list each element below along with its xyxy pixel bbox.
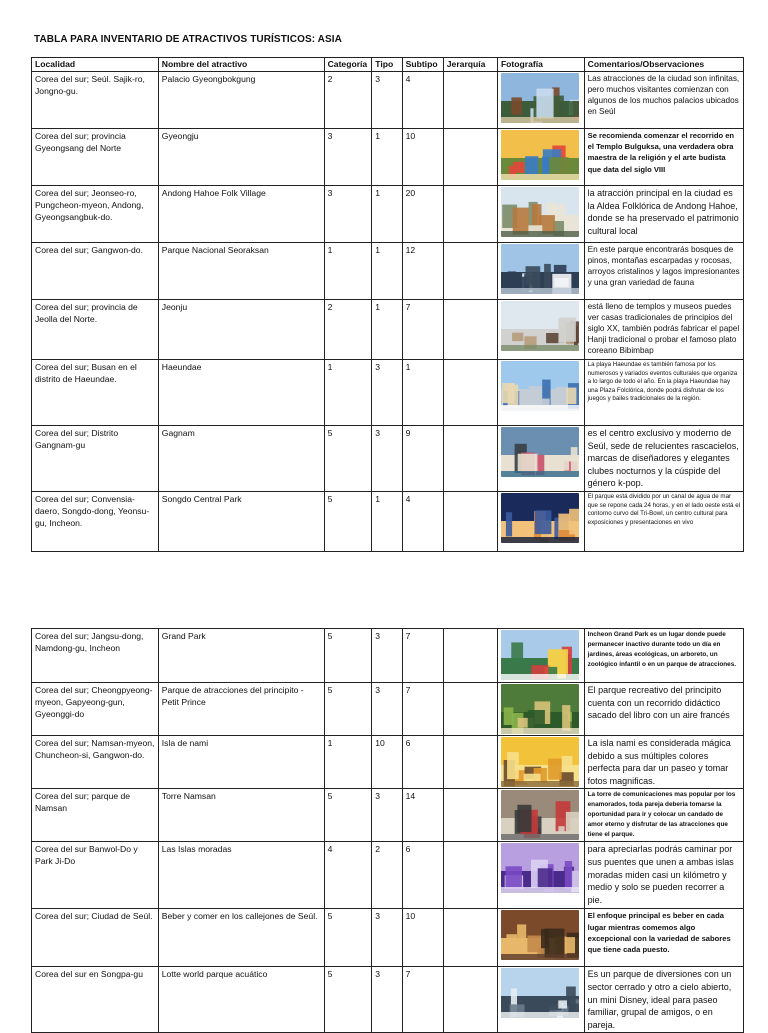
table-row [32, 491, 744, 551]
cell-subtipo: 7 [402, 967, 443, 1033]
cell-nombre: Torre Namsan [158, 789, 324, 842]
cell-comentarios [584, 186, 743, 243]
cell-subtipo: 7 [402, 300, 443, 360]
header-comentarios: Comentarios/Observaciones [584, 58, 743, 72]
cell-fotografia [497, 300, 584, 360]
cell-localidad: Corea del sur; Jeonseo-ro, Pungcheon-myeon, Andong, Gyeongsangbuk-do. [32, 186, 159, 243]
cell-fotografia [497, 909, 584, 967]
cell-comentarios [584, 967, 743, 1033]
cell-comentarios [584, 789, 743, 842]
cell-subtipo: 9 [402, 426, 443, 492]
cell-jerarquia [443, 186, 497, 243]
cell-categoria: 1 [324, 736, 372, 789]
cell-fotografia [497, 629, 584, 683]
comment-text: Las atracciones de la ciudad son infinitas, pero muchos visitantes comienzan con algunos de los muchos palacios ubicados en Seúl [587, 74, 740, 116]
cell-subtipo: 7 [402, 683, 443, 736]
cell-categoria: 5 [324, 629, 372, 683]
cell-fotografia [497, 736, 584, 789]
cell-fotografia [497, 789, 584, 842]
comment-text: En este parque encontrarás bosques de pinos, montañas escarpadas y rocosas, arroyos cristalinos y lagos impresionantes y una gran variedad de fauna [587, 245, 740, 287]
header-localidad: Localidad [32, 58, 159, 72]
cell-localidad: Corea del sur; provincia Gyeongsang del Norte [32, 129, 159, 186]
cell-jerarquia [443, 629, 497, 683]
cell-nombre: Las Islas moradas [158, 842, 324, 909]
comment-text: La isla nami es considerada mágica debido a sus múltiples colores perfecta para dar un paseo y tomar fotos magnificas. [587, 738, 731, 786]
cell-comentarios [584, 491, 743, 551]
cell-localidad: Corea del sur; provincia de Jeolla del Norte. [32, 300, 159, 360]
table-row [32, 967, 744, 1033]
comment-text: La torre de comunicaciones mas popular por los enamorados, toda pareja debería tomarse la oportunidad para ir y colocar un candado de amor eterno y disfrutar de las atracciones que tiene el parque. [587, 791, 736, 839]
cell-jerarquia [443, 243, 497, 300]
cell-subtipo: 20 [402, 186, 443, 243]
comment-text: El parque está dividido por un canal de agua de mar que se repone cada 24 horas, y en el lado oeste está el contorno curvo del Tri-Bowl, un centro cultural para exposiciones y presentaciones en vivo [587, 492, 741, 526]
cell-categoria: 5 [324, 683, 372, 736]
cell-localidad: Corea del sur Banwol-Do y Park Ji-Do [32, 842, 159, 909]
table-row [32, 789, 744, 842]
hahoe-village-bridge-photo [501, 187, 579, 237]
cell-fotografia [497, 426, 584, 492]
table-row [32, 360, 744, 426]
cell-nombre: Parque de atracciones del principito - Petit Prince [158, 683, 324, 736]
seoraksan-mountains-photo [501, 244, 579, 294]
cell-tipo: 3 [372, 909, 402, 967]
cell-jerarquia [443, 360, 497, 426]
cell-fotografia [497, 491, 584, 551]
namsan-tower-locks-photo [501, 790, 579, 840]
cell-fotografia [497, 967, 584, 1033]
table-row [32, 129, 744, 186]
header-tipo: Tipo [372, 58, 402, 72]
cell-localidad: Corea del sur; Busan en el distrito de Haeundae. [32, 360, 159, 426]
haeundae-beach-photo [501, 361, 579, 411]
header-nombre: Nombre del atractivo [158, 58, 324, 72]
comment-text: está lleno de templos y museos puedes ver casas tradicionales de principios del siglo XX, también podrás fabricar el papel Hanji tradicional o probar el famoso plato coreano Bibimbap [587, 302, 740, 355]
cell-localidad: Corea del sur; Ciudad de Seúl. [32, 909, 159, 967]
cell-tipo: 2 [372, 842, 402, 909]
cell-tipo: 3 [372, 683, 402, 736]
cell-jerarquia [443, 789, 497, 842]
comment-text: la atracción principal en la ciudad es la Aldea Folklórica de Andong Hahoe, donde se ha preservado el patrimonio cultural local [587, 188, 739, 236]
cell-localidad: Corea del sur; Gangwon-do. [32, 243, 159, 300]
header-jerarquia: Jerarquía [443, 58, 497, 72]
table-row [32, 243, 744, 300]
cell-jerarquia [443, 300, 497, 360]
inventory-table-page-2 [31, 628, 744, 1033]
cell-categoria: 5 [324, 967, 372, 1033]
cell-tipo: 1 [372, 300, 402, 360]
cell-nombre: Haeundae [158, 360, 324, 426]
table-row [32, 683, 744, 736]
table-row [32, 72, 744, 129]
cell-comentarios [584, 300, 743, 360]
cell-jerarquia [443, 967, 497, 1033]
cell-tipo: 3 [372, 629, 402, 683]
cell-fotografia [497, 360, 584, 426]
cell-subtipo: 4 [402, 72, 443, 129]
table-header-row [32, 58, 744, 72]
cell-tipo: 1 [372, 491, 402, 551]
nami-island-ginkgo-photo [501, 737, 579, 787]
petite-france-aerial-photo [501, 684, 579, 734]
cell-subtipo: 6 [402, 736, 443, 789]
cell-categoria: 3 [324, 186, 372, 243]
cell-localidad: Corea del sur; Namsan-myeon, Chuncheon-si, Gangwon-do. [32, 736, 159, 789]
header-subtipo: Subtipo [402, 58, 443, 72]
cell-localidad: Corea del sur; Cheongpyeong-myeon, Gapyeong-gun, Gyeonggi-do [32, 683, 159, 736]
cell-nombre: Gagnam [158, 426, 324, 492]
cell-categoria: 5 [324, 909, 372, 967]
header-categoria: Categoría [324, 58, 372, 72]
cell-fotografia [497, 243, 584, 300]
cell-categoria: 4 [324, 842, 372, 909]
comment-text: Se recomienda comenzar el recorrido en el Templo Bulguksa, una verdadera obra maestra de la religión y el arte budista que data del siglo VIII [587, 131, 735, 174]
cell-jerarquia [443, 736, 497, 789]
cell-categoria: 1 [324, 243, 372, 300]
cell-categoria: 1 [324, 360, 372, 426]
cell-fotografia [497, 186, 584, 243]
cell-fotografia [497, 129, 584, 186]
cell-jerarquia [443, 129, 497, 186]
cell-fotografia [497, 72, 584, 129]
cell-comentarios [584, 360, 743, 426]
cell-nombre: Palacio Gyeongbokgung [158, 72, 324, 129]
lotte-world-skyline-photo [501, 968, 579, 1018]
cell-fotografia [497, 683, 584, 736]
comment-text: El parque recreativo del principito cuenta con un recorrido didáctico sacado del libro con un aire francés [587, 685, 730, 721]
cell-localidad: Corea del sur; Jangsu-dong, Namdong-gu, Incheon [32, 629, 159, 683]
table-row [32, 909, 744, 967]
cell-nombre: Gyeongju [158, 129, 324, 186]
cell-jerarquia [443, 909, 497, 967]
jeonju-hanok-photo [501, 301, 579, 351]
cell-subtipo: 4 [402, 491, 443, 551]
cell-localidad: Corea del sur; Distrito Gangnam-gu [32, 426, 159, 492]
cell-categoria: 5 [324, 491, 372, 551]
comment-text: La playa Haeundae es también famosa por los numerosos y variados eventos culturales que organiza a lo largo de todo el año. En la playa Haeundae hay una Plaza Folclórica, donde podrá disfrutar de los juegos y bailes tradicionales de la región. [587, 361, 738, 403]
table-row [32, 629, 744, 683]
cell-categoria: 2 [324, 300, 372, 360]
songdo-park-night-photo [501, 493, 579, 543]
cell-jerarquia [443, 842, 497, 909]
cell-subtipo: 1 [402, 360, 443, 426]
cell-comentarios [584, 629, 743, 683]
inventory-table-page-1 [31, 57, 744, 552]
cell-nombre: Jeonju [158, 300, 324, 360]
cell-tipo: 10 [372, 736, 402, 789]
cell-subtipo: 10 [402, 909, 443, 967]
cell-categoria: 5 [324, 426, 372, 492]
cell-comentarios [584, 736, 743, 789]
cell-fotografia [497, 842, 584, 909]
cell-comentarios [584, 683, 743, 736]
cell-jerarquia [443, 491, 497, 551]
cell-localidad: Corea del sur; Seúl. Sajik-ro, Jongno-gu. [32, 72, 159, 129]
table-row [32, 842, 744, 909]
cell-subtipo: 12 [402, 243, 443, 300]
cell-nombre: Lotte world parque acuático [158, 967, 324, 1033]
cell-nombre: Beber y comer en los callejones de Seúl. [158, 909, 324, 967]
cell-comentarios [584, 842, 743, 909]
comment-text: para apreciarlas podrás caminar por sus puentes que unen a ambas islas moradas miden casi un kilómetro y medio y solo se pueden recorrer a pie. [587, 844, 734, 905]
table-row [32, 736, 744, 789]
cell-tipo: 3 [372, 426, 402, 492]
header-fotografia: Fotografía [497, 58, 584, 72]
cell-localidad: Corea del sur en Songpa-gu [32, 967, 159, 1033]
grand-park-ferris-photo [501, 630, 579, 680]
cell-comentarios [584, 129, 743, 186]
table-row [32, 426, 744, 492]
comment-text: Incheon Grand Park es un lugar donde puede permanecer inactivo durante todo un día en jardines, áreas ecológicas, un arboreto, un zoológico infantil o en un parque de atracciones. [587, 631, 737, 668]
cell-tipo: 1 [372, 243, 402, 300]
cell-comentarios [584, 426, 743, 492]
bulguksa-temple-lanterns-photo [501, 130, 579, 180]
comment-text: es el centro exclusivo y moderno de Seúl, sede de relucientes rascacielos, marcas de diseñadores y elegantes clubes nocturnos y la cúspide del género k-pop. [587, 428, 739, 489]
cell-jerarquia [443, 426, 497, 492]
seoul-street-food-photo [501, 910, 579, 960]
document-title: TABLA PARA INVENTARIO DE ATRACTIVOS TURÍSTICOS: ASIA [34, 34, 342, 45]
cell-subtipo: 10 [402, 129, 443, 186]
cell-tipo: 3 [372, 789, 402, 842]
cell-localidad: Corea del sur; Convensia-daero, Songdo-dong, Yeonsu-gu, Incheon. [32, 491, 159, 551]
comment-text: Es un parque de diversiones con un sector cerrado y otro a cielo abierto, un mini Disney, ideal para paseo familiar, grupal de amigos, o en pareja. [587, 969, 732, 1030]
purple-islands-bridge-photo [501, 843, 579, 893]
cell-tipo: 1 [372, 129, 402, 186]
comment-text: El enfoque principal es beber en cada lugar mientras comemos algo excepcional con la variedad de sabores que tiene cada puesto. [587, 911, 731, 954]
cell-subtipo: 6 [402, 842, 443, 909]
cell-jerarquia [443, 72, 497, 129]
cell-jerarquia [443, 683, 497, 736]
cell-categoria: 2 [324, 72, 372, 129]
cell-categoria: 5 [324, 789, 372, 842]
cell-localidad: Corea del sur; parque de Namsan [32, 789, 159, 842]
cell-tipo: 3 [372, 72, 402, 129]
cell-subtipo: 7 [402, 629, 443, 683]
cell-comentarios [584, 243, 743, 300]
cell-nombre: Andong Hahoe Folk Village [158, 186, 324, 243]
table-row [32, 186, 744, 243]
cell-nombre: Grand Park [158, 629, 324, 683]
gangnam-city-photo [501, 427, 579, 477]
table-row [32, 300, 744, 360]
cell-tipo: 1 [372, 186, 402, 243]
cell-comentarios [584, 909, 743, 967]
cell-categoria: 3 [324, 129, 372, 186]
cell-tipo: 3 [372, 967, 402, 1033]
cell-nombre: Parque Nacional Seoraksan [158, 243, 324, 300]
gyeongbokgung-palace-photo [501, 73, 579, 123]
cell-nombre: Songdo Central Park [158, 491, 324, 551]
cell-nombre: Isla de nami [158, 736, 324, 789]
cell-tipo: 3 [372, 360, 402, 426]
cell-comentarios [584, 72, 743, 129]
cell-subtipo: 14 [402, 789, 443, 842]
